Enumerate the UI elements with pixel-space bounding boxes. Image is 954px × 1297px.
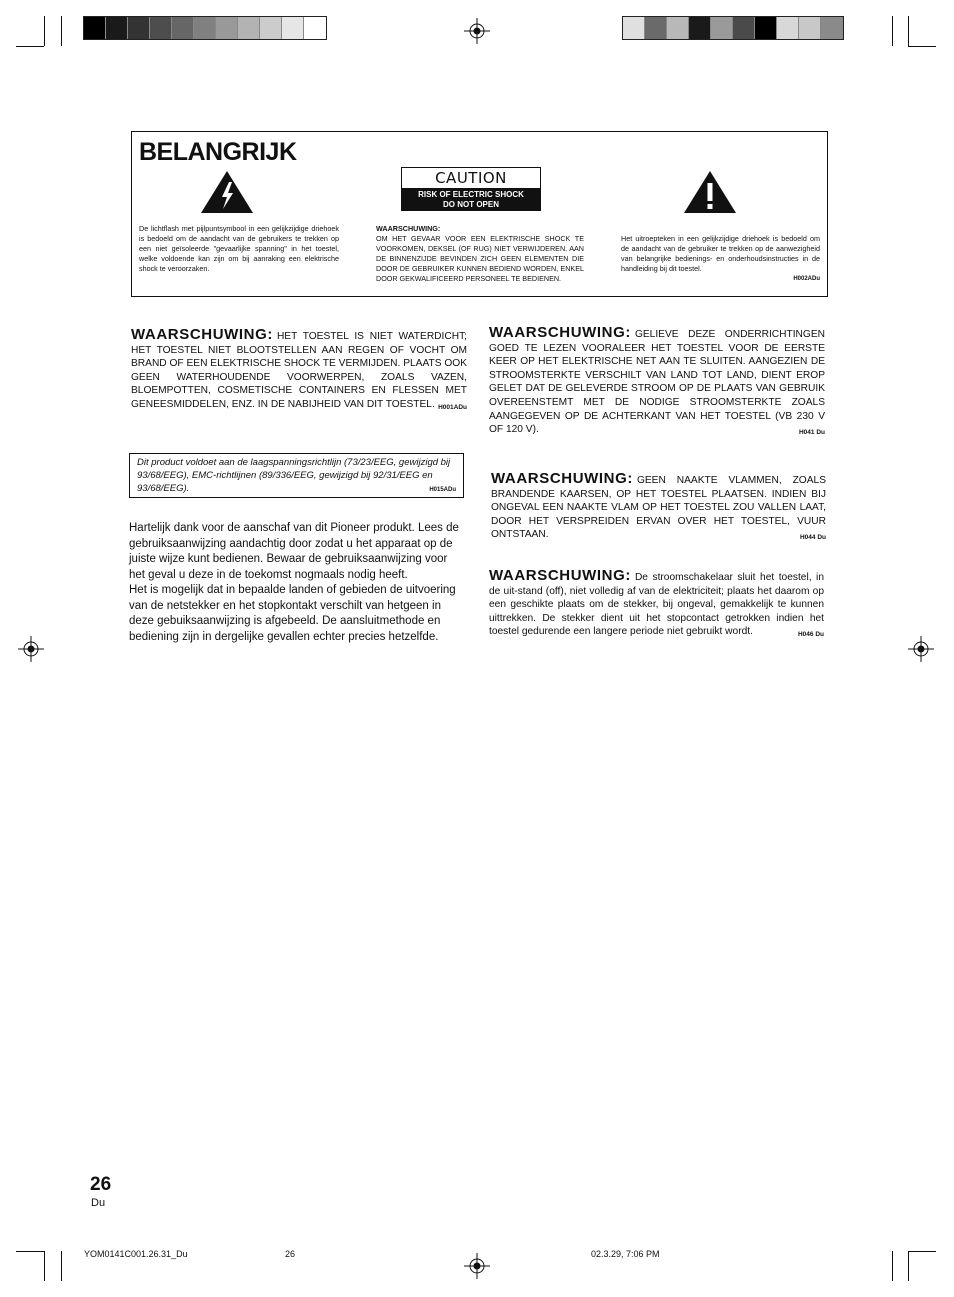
color-bars-right [622,16,844,40]
footer-file: YOM0141C001.26.31_Du [84,1249,188,1259]
warning-water-heading: WAARSCHUWING: [131,326,273,343]
warning-water [131,328,467,415]
warning-voltage-code: H041 Du [798,429,825,437]
footer-datetime: 02.3.29, 7:06 PM [591,1249,660,1259]
caution-heading: CAUTION [402,168,540,188]
exclamation-warning-icon [683,170,737,214]
caution-subtext-line-1: RISK OF ELECTRIC SHOCK [418,190,524,199]
registration-mark-top [464,18,490,44]
lvd-code: H015ADu [429,487,456,493]
warning-power-switch-text: De stroomschakelaar sluit het toestel, in de uit-stand (off), niet volledig af van de elektriciteit; plaats het daarom op een geschikte plaats om de stekker, bij ongeval, gemakkelijk te kunnen uittrekken. De stekker dient uit het stopcontact getrokken indien het toestel gedurende een langere periode niet gebruikt wordt. [489,572,824,638]
warning-voltage-heading: WAARSCHUWING: [489,324,631,341]
lightning-warning-icon [200,170,254,214]
belangrijk-title: BELANGRIJK [139,138,297,166]
exclamation-explanation [621,234,820,284]
warning-voltage [489,326,825,440]
cover-warning [376,224,584,284]
warning-flames-heading: WAARSCHUWING: [491,470,633,487]
page-number: 26 [90,1174,112,1195]
cover-warning-text: OM HET GEVAAR VOOR EEN ELEKTRISCHE SHOCK TE VOORKOMEN, DEKSEL (OF RUG) NIET VERWIJDEREN. AAN DE BINNENZIJDE BEVINDEN ZICH GEEN ELEMENTEN DIE DOOR DE GEBRUIKER KUNNEN BEDIEND WORDEN, ENKEL DOOR GEKWALIFICEERD PERSONEEL TE BEDIENEN. [376,234,584,283]
warning-water-code: H001ADu [438,403,467,411]
warning-flames-code: H044 Du [799,534,826,542]
caution-subtext-line-2: DO NOT OPEN [442,200,499,209]
page-language: Du [91,1197,106,1209]
warning-flames [491,472,826,545]
intro-paragraph-2: Het is mogelijk dat in bepaalde landen of gebieden de uitvoering van de netstekker en het stopkontakt verschilt van hetgeen in deze gebuiksaanwijzing is afgebeeld. De aansluitmethode en bediening zijn in dergelijke gevallen echter precies hetzelfde. [129,584,456,643]
caution-label [401,167,541,211]
caution-subtext [402,188,540,210]
exclamation-explanation-text: Het uitroepteken in een gelijkzijdige driehoek is bedoeld om de aandacht van de gebruiker te trekken op de aanwezigheid van belangrijke bedienings- en onderhoudsinstructies in de handleiding bij dit toestel. [621,234,820,273]
warning-voltage-text: GELIEVE DEZE ONDERRICHTINGEN GOED TE LEZEN VOORALEER HET TOESTEL VOOR DE EERSTE KEER OP HET ELEKTRISCHE NET AAN TE SLUITEN. AANGEZIEN DE STROOMSTERKTE VERSCHILT VAN LAND TOT LAND, DIENT EROP GELET DAT DE GELEVERDE STROOM OP DE PLAATS VAN GEBRUIK OVEREENSTEMT MET DE NODIGE STROOMSTERKTE ZOALS AANGEGEVEN OP DE ACHTERKANT VAN HET TOESTEL (VB 230 V OF 120 V). [489,329,825,436]
lvd-text: Dit product voldoet aan de laagspanningsrichtlijn (73/23/EEG, gewijzigd bij 93/68/EEG), EMC-richtlijnen (89/336/EEG, gewijzigd bij 92/31/EEG en 93/68/EEG). [137,457,451,494]
warning-power-switch-code: H046 Du [797,631,824,639]
lvd-compliance-box [129,453,464,498]
warning-power-switch-heading: WAARSCHUWING: [489,567,631,584]
warning-flames-text: GEEN NAAKTE VLAMMEN, ZOALS BRANDENDE KAARSEN, OP HET TOESTEL PLAATSEN. INDIEN BIJ ONGEVAL EEN NAAKTE VLAM OP HET TOESTEL ZOU VALLEN LAAT, DOOR HET VERSPREIDEN ERVAN OVER HET TOESTEL, VUUR ONTSTAAN. [491,475,826,541]
color-bars-left [83,16,327,40]
footer-page: 26 [285,1249,296,1259]
registration-mark-right [908,636,934,662]
intro-text [129,521,459,645]
intro-paragraph-1: Hartelijk dank voor de aanschaf van dit Pioneer produkt. Lees de gebruiksaanwijzing aandachtig door zodat u het apparaat op de juiste wijze kunt bedienen. Bewaar de gebruiksaanwijzing voor het geval u deze in de toekomst nogmaals nodig heeft. [129,522,459,581]
belangrijk-box [131,131,828,297]
cover-warning-heading: WAARSCHUWING: [376,224,441,233]
belangrijk-code: H002ADu [793,276,820,282]
registration-mark-left [18,636,44,662]
registration-mark-bottom [464,1253,490,1279]
lightning-explanation: De lichtflash met pijlpuntsymbool in een gelijkzijdige driehoek is bedoeld om de aandacht van de gebruikers te trekken op een niet geïsoleerde "gevaarlijke spanning" in het toestel, welke voldoende kan zijn om bij aanraking een elektrische shock te veroorzaken. [139,224,339,273]
warning-power-switch [489,569,824,642]
warning-water-text: HET TOESTEL IS NIET WATERDICHT; HET TOESTEL NIET BLOOTSTELLEN AAN REGEN OF VOCHT OM BRAND OF EEN ELEKTRISCHE SHOCK TE VERMIJDEN. PLAATS OOK GEEN WATERHOUDENDE VOORWERPEN, ZOALS VAZEN, BLOEMPOTTEN, COSMETISCHE CONTAINERS EN FLESSEN MET GENEESMIDDELEN, ENZ. IN DE NABIJHEID VAN DIT TOESTEL. [131,331,467,410]
